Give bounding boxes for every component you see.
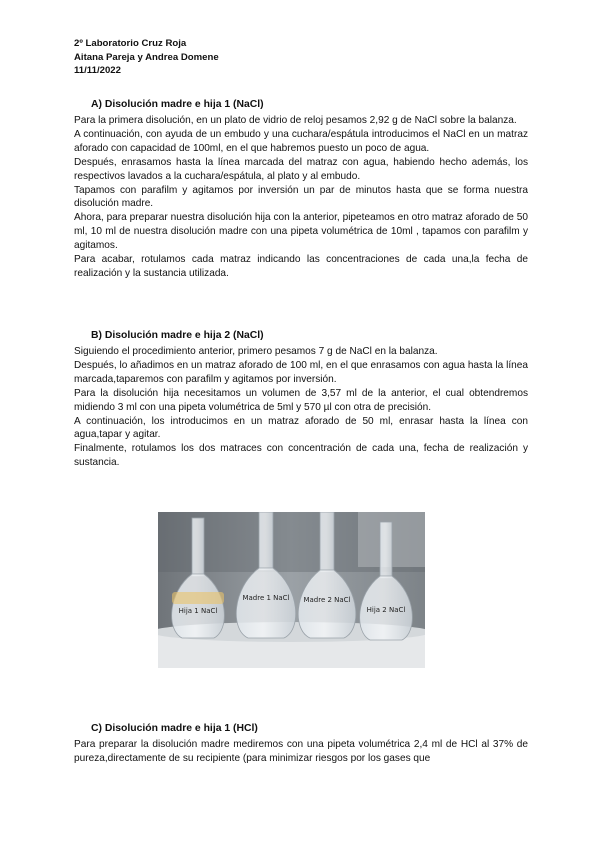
flasks-photo <box>158 512 425 668</box>
document-header <box>74 37 219 78</box>
section-a-title: A) Disolución madre e hija 1 (NaCl) <box>91 99 264 110</box>
section-a-paragraph: A continuación, con ayuda de un embudo y una cuchara/espátula introducimos el NaCl en un matraz aforado con capacidad de 100ml, en el que habremos puesto un poco de agua. <box>74 128 528 154</box>
section-c-body <box>74 738 528 766</box>
flask-2-label: Madre 1 NaCl <box>242 594 290 602</box>
flask-4-label: Hija 2 NaCl <box>366 606 406 614</box>
section-b-paragraph: Siguiendo el procedimiento anterior, primero pesamos 7 g de NaCl en la balanza. <box>74 346 438 357</box>
section-c-title: C) Disolución madre e hija 1 (HCl) <box>91 723 258 734</box>
section-b-paragraph: Para la disolución hija necesitamos un volumen de 3,57 ml de la anterior, el cual obtendremos midiendo 3 ml con una pipeta volumétrica de 5ml y 570 µl con otra de precisión. <box>74 387 528 413</box>
section-a-body <box>74 114 528 281</box>
header-date: 11/11/2022 <box>74 65 121 76</box>
section-b-body <box>74 345 528 470</box>
section-a-paragraph: Ahora, para preparar nuestra disolución hija con la anterior, pipeteamos en otro matraz aforado de 50 ml, 10 ml de nuestra disolución madre con una pipeta volumétrica de 10ml , tapamos con parafilm y agitamos. <box>74 212 528 252</box>
flask-1-label: Hija 1 NaCl <box>178 607 218 615</box>
section-b-paragraph: A continuación, los introducimos en un matraz aforado de 50 ml, enrasar hasta la línea con agua,tapar y agitar. <box>74 415 528 441</box>
section-b-paragraph: Finalmente, rotulamos los dos matraces con concentración de cada una, fecha de realización y sustancia. <box>74 443 528 469</box>
section-a-paragraph: Para la primera disolución, en un plato de vidrio de reloj pesamos 2,92 g de NaCl sobre la balanza. <box>74 115 517 126</box>
section-a-paragraph: Para acabar, rotulamos cada matraz indicando las concentraciones de cada una,la fecha de realización y la sustancia utilizada. <box>74 254 528 279</box>
section-b-title: B) Disolución madre e hija 2 (NaCl) <box>91 330 264 341</box>
section-b-paragraph: Después, lo añadimos en un matraz aforado de 100 ml, en el que enrasamos con agua hasta la línea marcada,taparemos con parafilm y agitamos por inversión. <box>74 359 528 385</box>
flask-3-label: Madre 2 NaCl <box>303 596 351 604</box>
header-lab-name: 2º Laboratorio Cruz Roja <box>74 38 187 49</box>
section-c-paragraph: Para preparar la disolución madre mediremos con una pipeta volumétrica 2,4 ml de HCl al 37% de pureza,directamente de su recipiente (para minimizar riesgos por los gases que <box>74 739 528 764</box>
header-authors: Aitana Pareja y Andrea Domene <box>74 51 219 63</box>
section-a-paragraph: Tapamos con parafilm y agitamos por inversión un par de minutos hasta que se forma nuestra disolución madre. <box>74 184 528 210</box>
flasks-photo-illustration <box>158 512 425 668</box>
section-a-paragraph: Después, enrasamos hasta la línea marcada del matraz con agua, habiendo hecho además, los respectivos lavados a la cuchara/espátula, al plato y al embudo. <box>74 156 528 182</box>
